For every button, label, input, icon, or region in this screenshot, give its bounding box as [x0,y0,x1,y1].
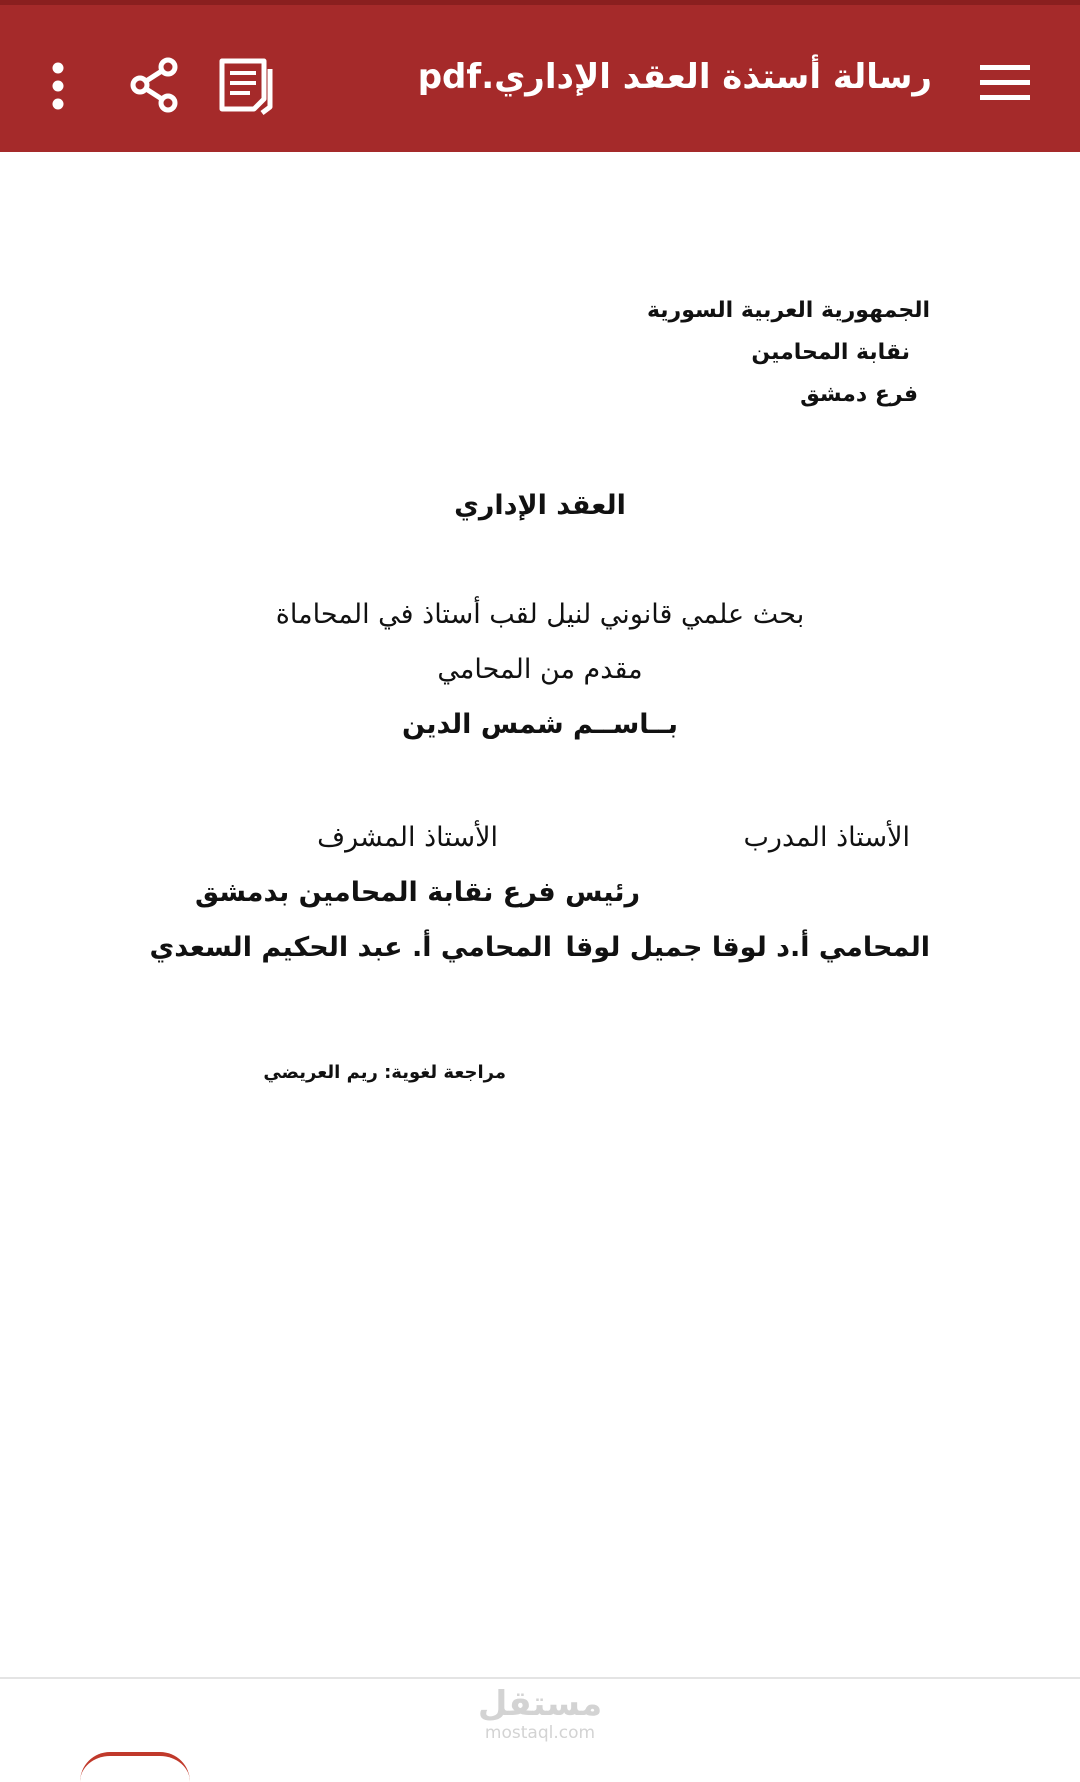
main-title: العقد الإداري [454,490,626,521]
header-line-country: الجمهورية العربية السورية [646,298,930,323]
header-line-bar-association: نقابة المحامين [751,340,910,365]
presented-by: مقدم من المحامي [437,654,643,685]
share-icon[interactable] [128,57,180,113]
pdf-page[interactable] [0,152,1080,1677]
language-review: مراجعة لغوية: ريم العريضي [263,1062,506,1083]
trainer-label: الأستاذ المدرب [743,822,910,853]
menu-icon[interactable] [980,63,1030,103]
bottom-divider [0,1677,1080,1679]
subtitle: بحث علمي قانوني لنيل لقب أستاذ في المحاماة [275,599,805,630]
author-name: بــاســم شمس الدين [402,709,678,740]
document-title: رسالة أستذة العقد الإداري.pdf [417,57,932,97]
document-icon[interactable] [218,57,276,115]
header-line-branch: فرع دمشق [800,382,918,407]
supervisor-name: المحامي أ. عبد الحكيم السعدي [149,932,552,963]
trainer-name: المحامي أ.د لوقا جميل لوقا [565,932,930,963]
app-bar [0,0,1080,152]
more-vert-icon[interactable] [44,61,72,111]
watermark-arabic: مستقل [477,1684,603,1724]
supervisor-label: الأستاذ المشرف [317,822,498,853]
watermark [0,1685,1080,1743]
supervisor-title: رئيس فرع نقابة المحامين بدمشق [195,877,640,908]
floating-button-edge[interactable] [80,1752,190,1782]
watermark-latin: mostaql.com [484,1723,596,1743]
